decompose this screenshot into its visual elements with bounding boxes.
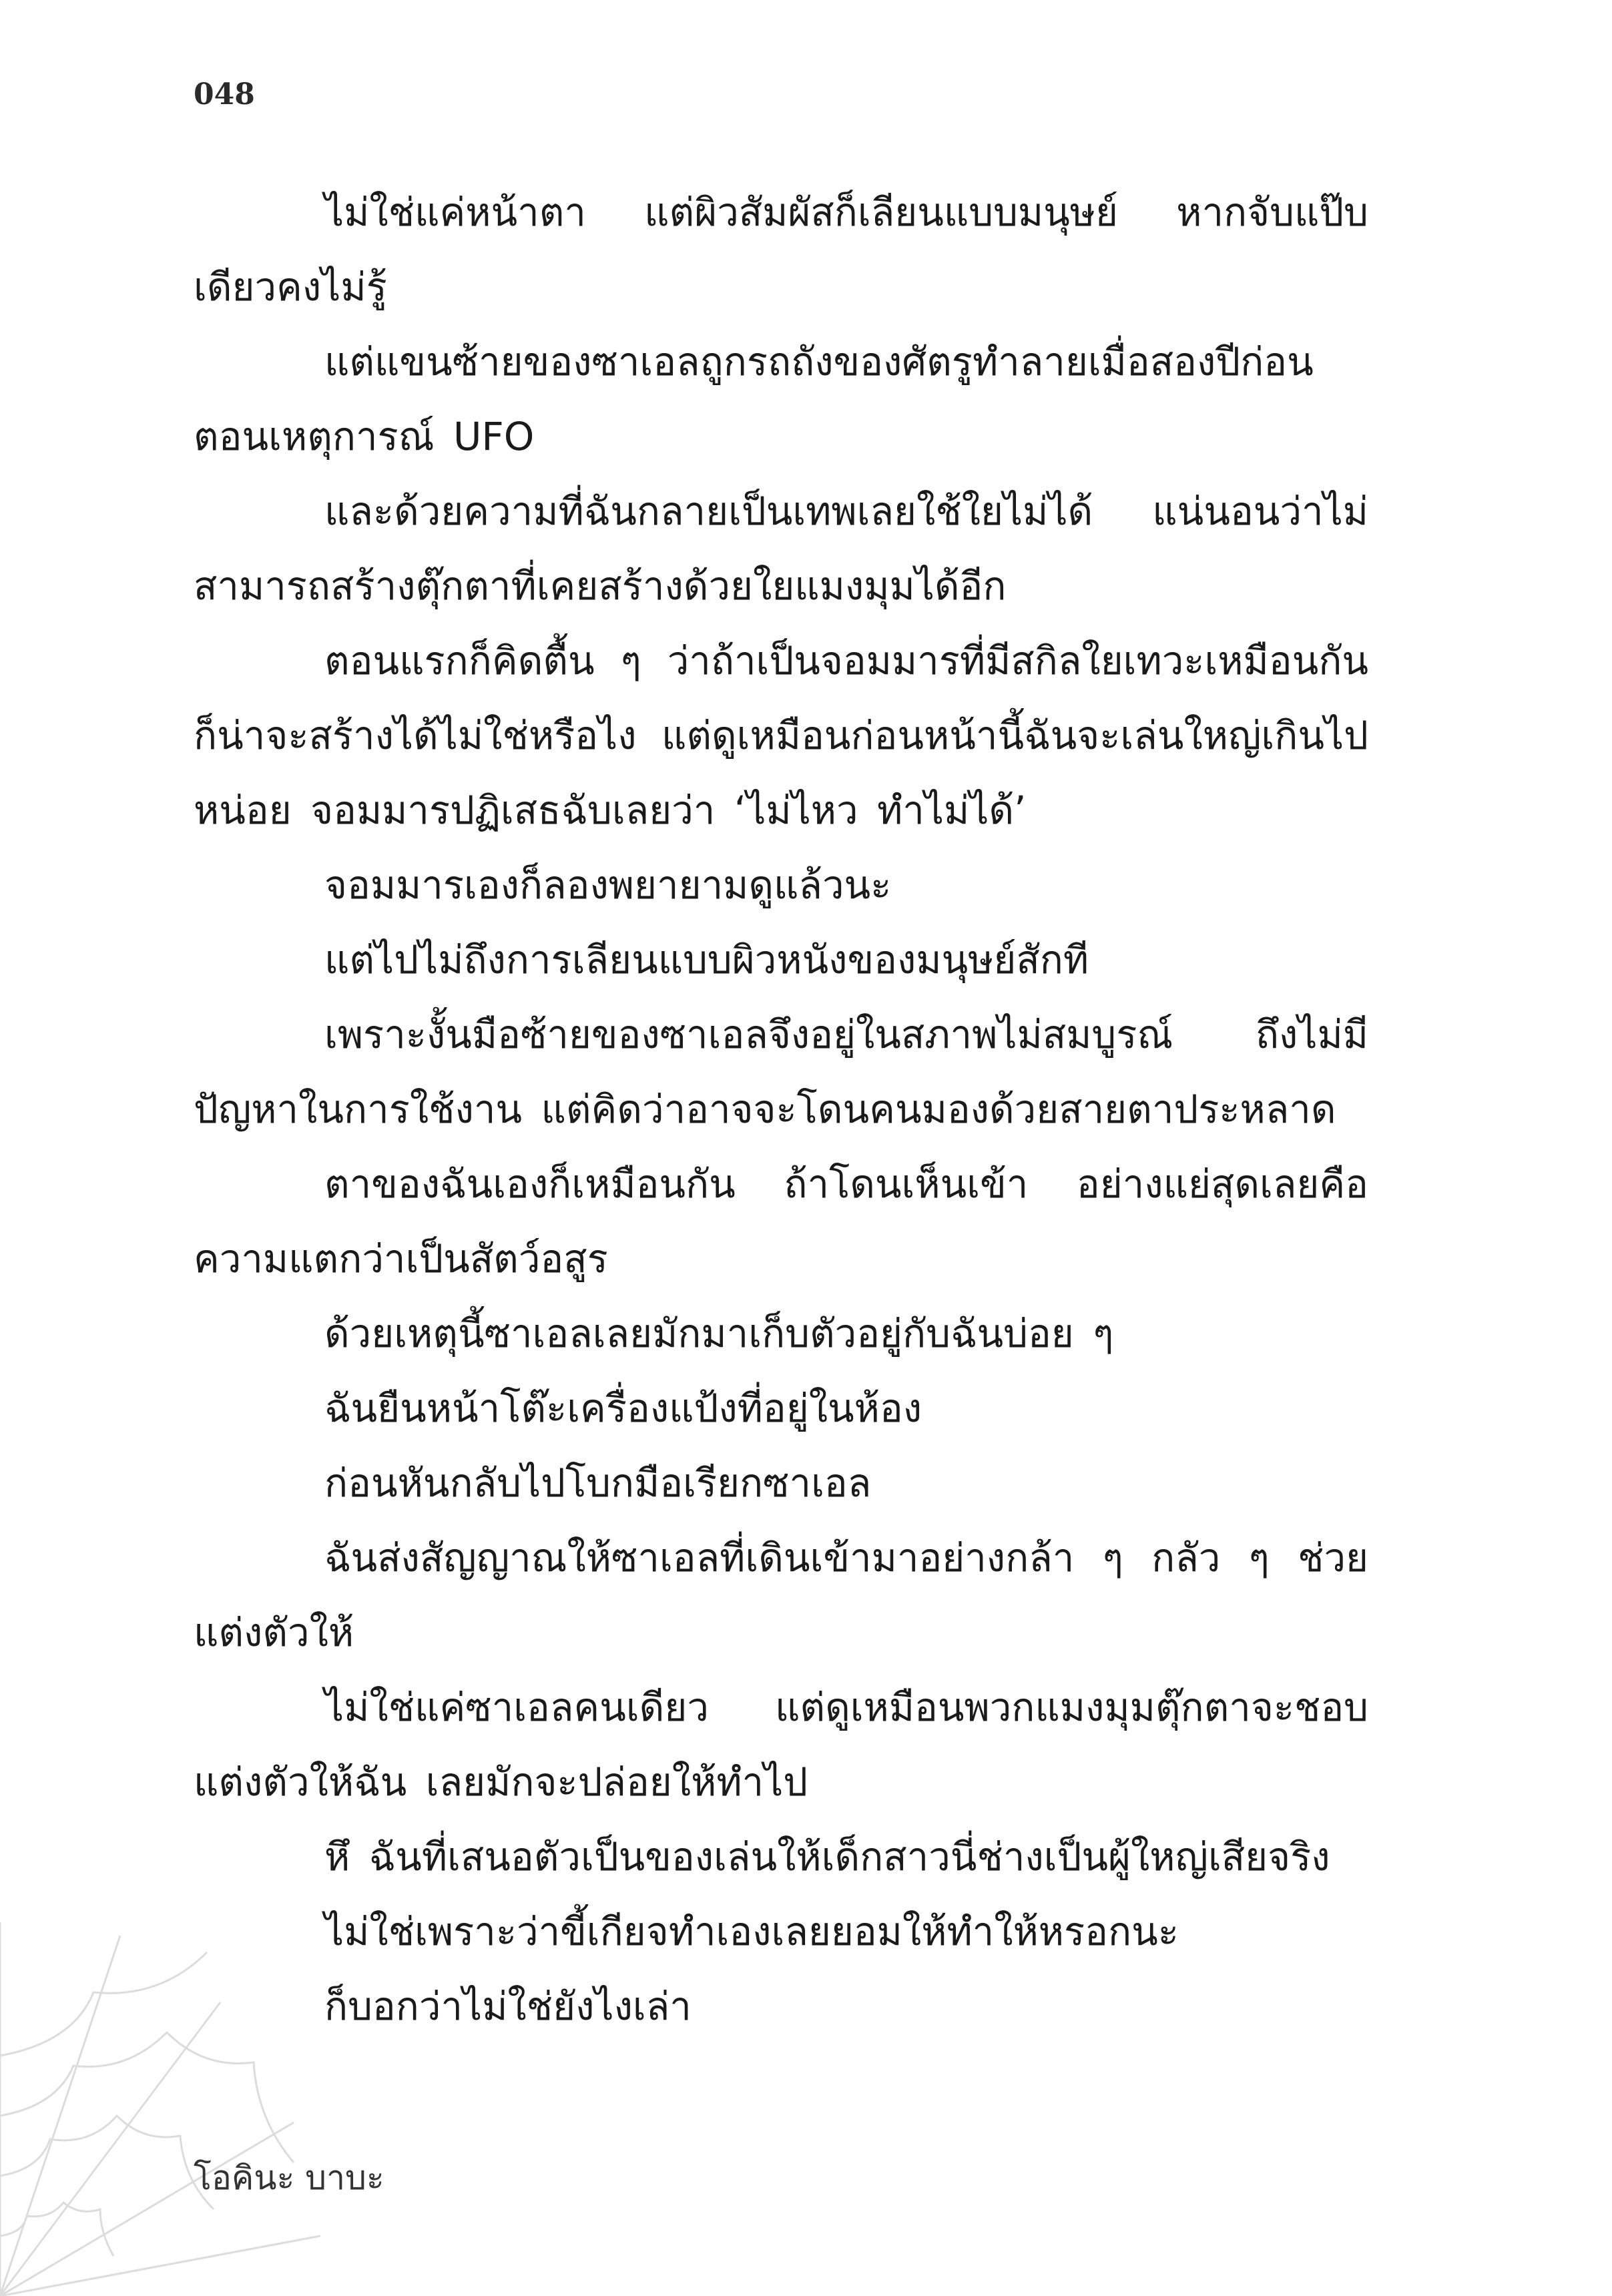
paragraph: แต่ไปไม่ถึงการเลียนแบบผิวหนังของมนุษย์สักที	[324, 937, 1089, 982]
paragraph: ด้วยเหตุนี้ซาเอลเลยมักมาเก็บตัวอยู่กับฉันบ่อย ๆ	[324, 1311, 1114, 1356]
body-text	[194, 175, 1368, 2044]
paragraph: ไม่ใช่แค่ซาเอลคนเดียว แต่ดูเหมือนพวกแมงมุมตุ๊กตาจะชอบแต่งตัวให้ฉัน เลยมักจะปล่อยให้ทำไป	[194, 1685, 1368, 1805]
paragraph: ก็บอกว่าไม่ใช่ยังไงเล่า	[324, 1984, 692, 2029]
paragraph: และด้วยความที่ฉันกลายเป็นเทพเลยใช้ใยไม่ได้ แน่นอนว่าไม่สามารถสร้างตุ๊กตาที่เคยสร้างด้วยใยแมงมุมได้อีก	[194, 489, 1368, 609]
spider-web-icon	[0, 1922, 320, 2296]
paragraph: แต่แขนซ้ายของซาเอลถูกรถถังของศัตรูทำลายเมื่อสองปีก่อนตอนเหตุการณ์ UFO	[194, 339, 1314, 459]
paragraph: จอมมารเองก็ลองพยายามดูแล้วนะ	[324, 862, 892, 908]
paragraph: หึ ฉันที่เสนอตัวเป็นของเล่นให้เด็กสาวนี่ช่างเป็นผู้ใหญ่เสียจริง	[324, 1834, 1330, 1880]
page-number: 048	[194, 77, 255, 111]
paragraph: เพราะงั้นมือซ้ายของซาเอลจึงอยู่ในสภาพไม่สมบูรณ์ ถึงไม่มีปัญหาในการใช้งาน แต่คิดว่าอาจจะโดนคนมองด้วยสายตาประหลาด	[194, 1012, 1368, 1132]
paragraph: ตาของฉันเองก็เหมือนกัน ถ้าโดนเห็นเข้า อย่างแย่สุดเลยคือความแตกว่าเป็นสัตว์อสูร	[194, 1161, 1368, 1281]
paragraph: ฉันส่งสัญญาณให้ซาเอลที่เดินเข้ามาอย่างกล้า ๆ กลัว ๆ ช่วยแต่งตัวให้	[194, 1535, 1368, 1655]
paragraph: ตอนแรกก็คิดตื้น ๆ ว่าถ้าเป็นจอมมารที่มีสกิลใยเทวะเหมือนกันก็น่าจะสร้างได้ไม่ใช่หรือไง แต่ดูเหมือนก่อนหน้านี้ฉันจะเล่นใหญ่เกินไปหน่อย จอมมารปฏิเสธฉับเลยว่า ‘ไม่ไหว ทำไม่ได้’	[194, 638, 1368, 833]
paragraph: ไม่ใช่เพราะว่าขี้เกียจทำเองเลยยอมให้ทำให้หรอกนะ	[324, 1909, 1179, 1954]
paragraph: ก่อนหันกลับไปโบกมือเรียกซาเอล	[324, 1460, 872, 1506]
paragraph: ฉันยืนหน้าโต๊ะเครื่องแป้งที่อยู่ในห้อง	[324, 1386, 922, 1431]
paragraph: ไม่ใช่แค่หน้าตา แต่ผิวสัมผัสก็เลียนแบบมนุษย์ หากจับแป๊บเดียวคงไม่รู้	[194, 190, 1368, 310]
footer-author: โอคินะ บาบะ	[194, 2159, 384, 2197]
